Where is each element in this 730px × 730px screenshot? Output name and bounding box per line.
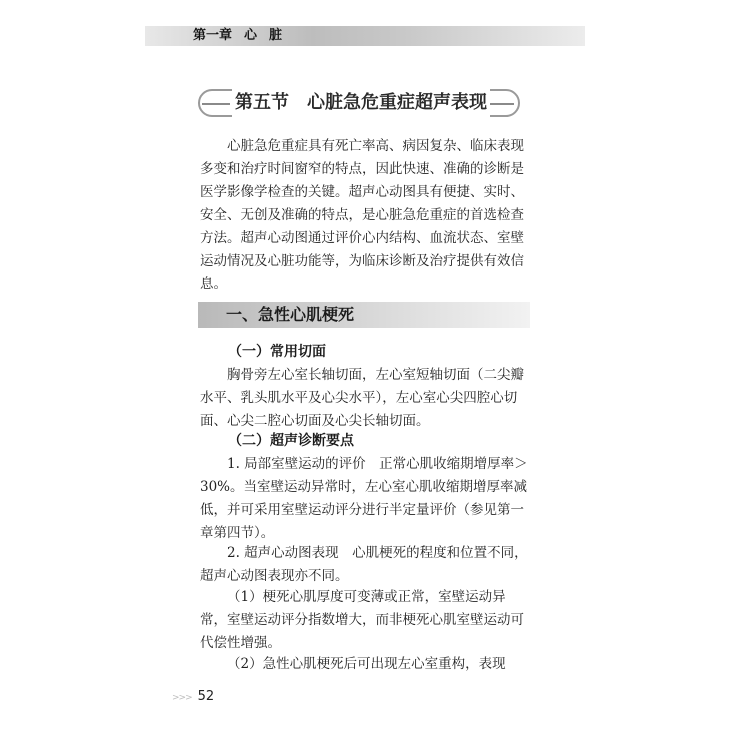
point-2-paragraph: 2. 超声心动图表现 心肌梗死的程度和位置不同，超声心动图表现亦不同。 (200, 545, 528, 584)
section-title-box (198, 86, 520, 120)
intro-paragraph: 心脏急危重症具有死亡率高、病因复杂、临床表现多变和治疗时间窗窄的特点，因此快速、准确的诊断是医学影像学检查的关键。超声心动图具有便捷、实时、安全、无创及准确的特点，是心脏急危重症的首选检查方法。超声心动图通过评价心内结构、血流状态、室壁运动情况及心脏功能等，为临床诊断及治疗提供有效信息。 (200, 138, 524, 292)
heading-1: 一、急性心肌梗死 (226, 305, 355, 324)
page-arrows-icon: >>> (172, 693, 192, 703)
running-head (145, 26, 585, 46)
title-rule-left (202, 103, 230, 105)
page-footer (172, 688, 214, 706)
subsection-1-heading: （一）常用切面 (228, 344, 326, 360)
chapter-title: 心脏 (244, 28, 295, 43)
item-2-paragraph: （2）急性心肌梗死后可出现左心室重构，表现 (227, 656, 506, 672)
title-rule-right (490, 103, 514, 105)
chapter-number: 第一章 (193, 28, 233, 43)
item-1-paragraph: （1）梗死心肌厚度可变薄或正常，室壁运动异常，室壁运动评分指数增大，而非梗死心肌室壁运动可代偿性增强。 (200, 589, 524, 651)
running-head-text (193, 26, 306, 46)
section-title: 第五节 心脏急危重症超声表现 (232, 86, 490, 120)
subsection-1-text: 胸骨旁左心室长轴切面，左心室短轴切面（二尖瓣水平、乳头肌水平及心尖水平），左心室心尖四腔心切面、心尖二腔心切面及心尖长轴切面。 (200, 367, 524, 429)
point-1-paragraph: 1. 局部室壁运动的评价 正常心肌收缩期增厚率＞30%。当室壁运动异常时，左心室心肌收缩期增厚率减低，并可采用室壁运动评分进行半定量评价（参见第一章第四节）。 (200, 456, 528, 541)
subsection-2-heading: （二）超声诊断要点 (228, 433, 354, 449)
page-number: 52 (197, 689, 215, 704)
heading-1-bar (198, 302, 530, 328)
